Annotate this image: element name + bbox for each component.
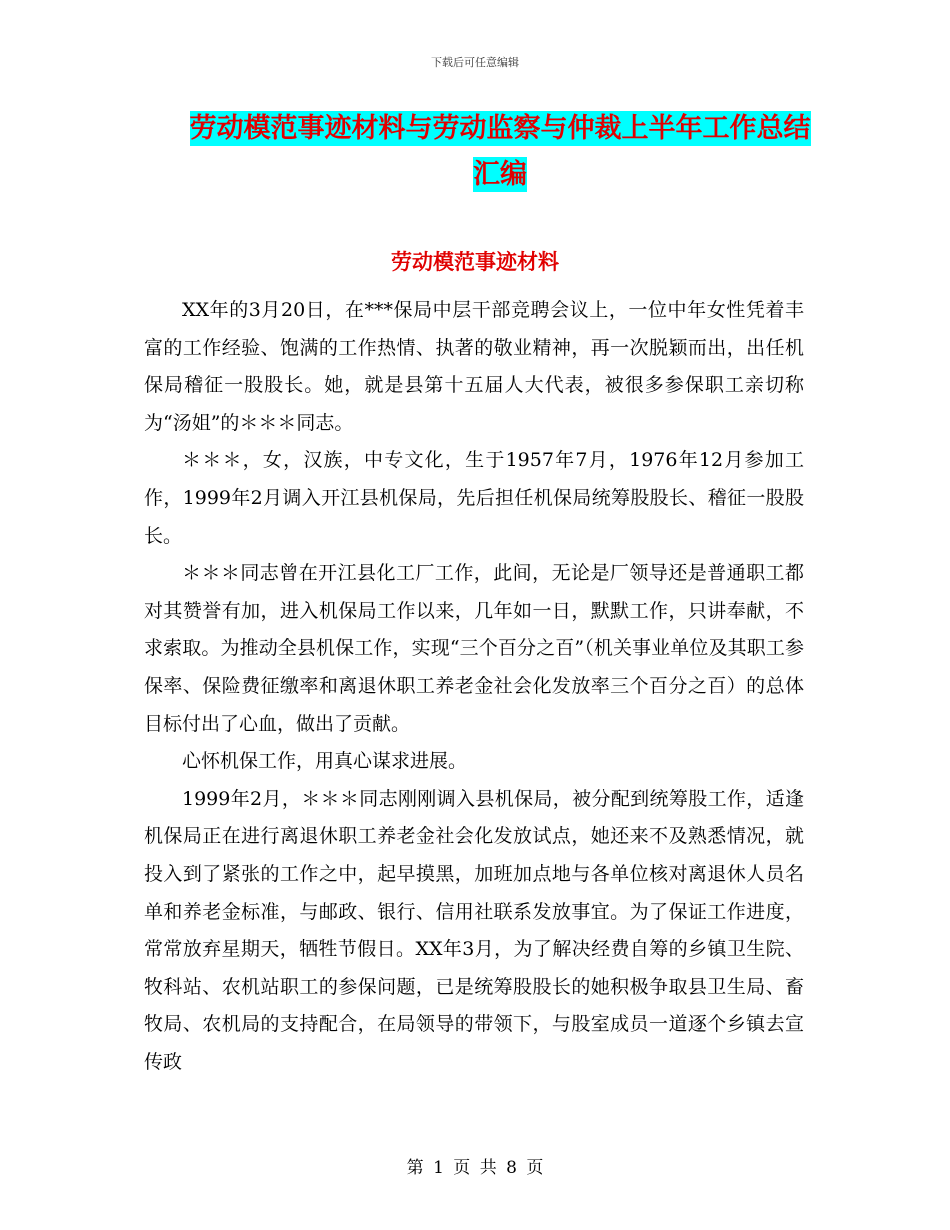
paragraph: ＊＊＊同志曾在开江县化工厂工作，此间，无论是厂领导还是普通职工都对其赞誉有加，进入机保局工作以来，几年如一日，默默工作，只讲奉献，不求索取。为推动全县机保工作，实现“三个百分之百”（机关事业单位及其职工参保率、保险费征缴率和离退休职工养老金社会化发放率三个百分之百）的总体目标付出了心血，做出了贡献。 <box>144 562 804 735</box>
title-line-2: 汇编 <box>473 159 527 190</box>
paragraph: XX年的3月20日，在***保局中层干部竞聘会议上，一位中年女性凭着丰富的工作经验、饱满的工作热情、执著的敬业精神，再一次脱颖而出，出任机保局稽征一股股长。她，就是县第十五届人大代表，被很多参保职工亲切称为“汤姐”的＊＊＊同志。 <box>144 299 804 434</box>
paragraph: 心怀机保工作，用真心谋求进展。 <box>182 750 468 773</box>
paragraph: ＊＊＊，女，汉族，中专文化，生于1957年7月，1976年12月参加工作，1999年2月调入开江县机保局，先后担任机保局统筹股股长、稽征一股股长。 <box>144 449 804 547</box>
header-note: 下载后可任意编辑 <box>431 56 519 69</box>
section-title: 劳动模范事迹材料 <box>391 250 559 274</box>
body-text <box>144 292 804 1081</box>
title-line-1: 劳动模范事迹材料与劳动监察与仲裁上半年工作总结 <box>189 113 811 144</box>
document-title <box>170 106 830 198</box>
paragraph: 1999年2月，＊＊＊同志刚刚调入县机保局，被分配到统筹股工作，适逢机保局正在进行离退休职工养老金社会化发放试点，她还来不及熟悉情况，就投入到了紧张的工作之中，起早摸黑，加班加点地与各单位核对离退休人员名单和养老金标准，与邮政、银行、信用社联系发放事宜。为了保证工作进度，常常放弃星期天，牺牲节假日。XX年3月，为了解决经费自筹的乡镇卫生院、牧科站、农机站职工的参保问题，已是统筹股股长的她积极争取县卫生局、畜牧局、农机局的支持配合，在局领导的带领下，与股室成员一道逐个乡镇去宣传政 <box>144 787 804 1073</box>
page-footer: 第 1 页 共 8 页 <box>406 1158 544 1178</box>
